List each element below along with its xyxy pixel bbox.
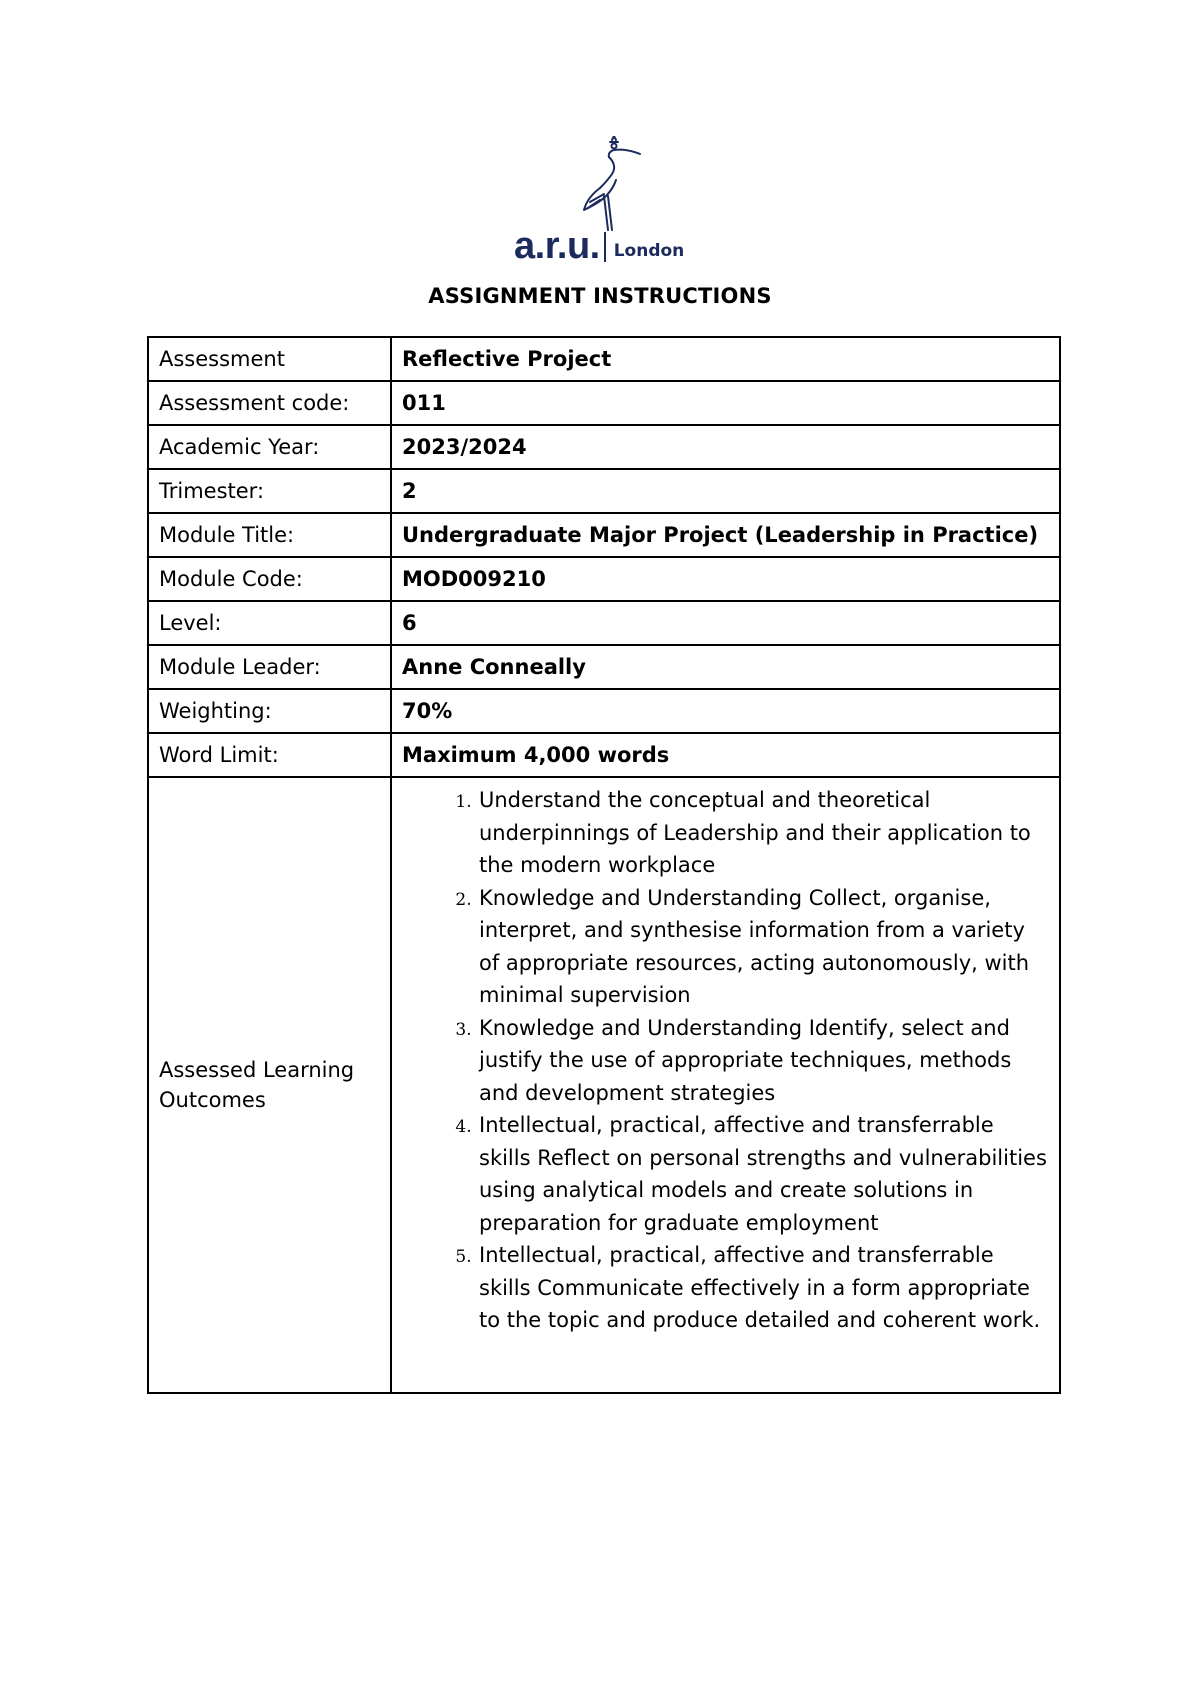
table-row bbox=[148, 513, 1060, 557]
row-label: Assessment code: bbox=[148, 381, 391, 425]
row-value: 2023/2024 bbox=[391, 425, 1060, 469]
row-label: Assessment bbox=[148, 337, 391, 381]
table-row bbox=[148, 733, 1060, 777]
row-value: Anne Conneally bbox=[391, 645, 1060, 689]
row-label: Module Code: bbox=[148, 557, 391, 601]
row-label: Module Leader: bbox=[148, 645, 391, 689]
logo-city: London bbox=[613, 241, 685, 261]
table-row bbox=[148, 425, 1060, 469]
table-row bbox=[148, 601, 1060, 645]
row-label: Word Limit: bbox=[148, 733, 391, 777]
row-value: Reflective Project bbox=[391, 337, 1060, 381]
logo-brand: a.r.u. bbox=[514, 225, 600, 267]
row-label: Module Title: bbox=[148, 513, 391, 557]
table-row bbox=[148, 469, 1060, 513]
list-item: 5. Intellectual, practical, affective and transferrable skills Communicate effectively in a form appropriate to the topic and produce detailed and coherent work. bbox=[477, 1239, 1049, 1337]
list-item: 4. Intellectual, practical, affective and transferrable skills Reflect on personal strengths and vulnerabilities using analytical models and create solutions in preparation for graduate employment bbox=[477, 1109, 1049, 1239]
assignment-info-table bbox=[147, 336, 1061, 1394]
outcomes-label: Assessed Learning Outcomes bbox=[148, 777, 391, 1393]
list-item: 1. Understand the conceptual and theoretical underpinnings of Leadership and their application to the modern workplace bbox=[477, 784, 1049, 882]
table-row bbox=[148, 689, 1060, 733]
table-row bbox=[148, 557, 1060, 601]
row-value: 2 bbox=[391, 469, 1060, 513]
table-row bbox=[148, 645, 1060, 689]
row-value: 011 bbox=[391, 381, 1060, 425]
row-value: MOD009210 bbox=[391, 557, 1060, 601]
logo-divider bbox=[604, 232, 606, 262]
row-value: 70% bbox=[391, 689, 1060, 733]
page-title: ASSIGNMENT INSTRUCTIONS bbox=[428, 284, 772, 308]
row-label: Level: bbox=[148, 601, 391, 645]
row-label: Trimester: bbox=[148, 469, 391, 513]
learning-outcomes-row bbox=[148, 777, 1060, 1393]
list-item: 2. Knowledge and Understanding Collect, organise, interpret, and synthesise information from a variety of appropriate resources, acting autonomously, with minimal supervision bbox=[477, 882, 1049, 1012]
row-value: 6 bbox=[391, 601, 1060, 645]
row-label: Academic Year: bbox=[148, 425, 391, 469]
table-row bbox=[148, 381, 1060, 425]
row-value: Undergraduate Major Project (Leadership in Practice) bbox=[391, 513, 1060, 557]
table-row bbox=[148, 337, 1060, 381]
university-logo bbox=[510, 136, 710, 266]
outcomes-list bbox=[402, 784, 1049, 1337]
heron-icon bbox=[570, 136, 650, 231]
list-item: 3. Knowledge and Understanding Identify, select and justify the use of appropriate techniques, methods and development strategies bbox=[477, 1012, 1049, 1110]
outcomes-cell bbox=[391, 777, 1060, 1393]
row-label: Weighting: bbox=[148, 689, 391, 733]
row-value: Maximum 4,000 words bbox=[391, 733, 1060, 777]
